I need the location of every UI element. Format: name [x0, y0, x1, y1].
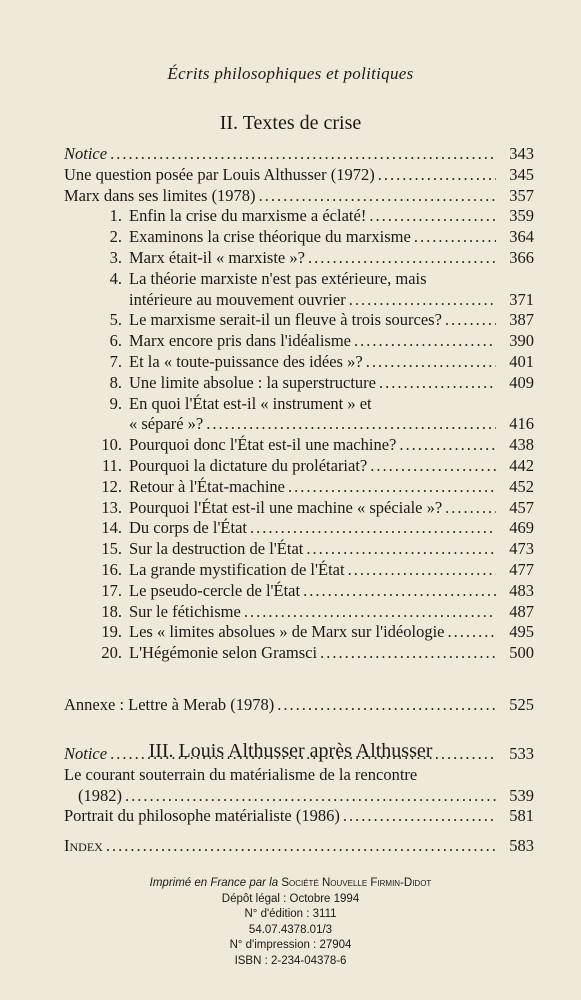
entry-title-line1: La théorie marxiste n'est pas extérieure, mais	[129, 268, 427, 288]
toc-entry[interactable]	[64, 643, 534, 664]
running-head: Écrits philosophiques et politiques	[167, 64, 414, 83]
toc-entry-line1	[64, 765, 534, 786]
toc-entry[interactable]	[64, 456, 534, 477]
toc-entry[interactable]	[64, 414, 534, 435]
dot-leader	[442, 310, 496, 331]
toc-entry[interactable]	[64, 498, 534, 519]
toc-entry[interactable]	[64, 744, 534, 765]
toc-entry[interactable]	[64, 310, 534, 331]
page-number: 343	[509, 144, 534, 163]
entry-title: Notice	[64, 144, 108, 163]
dot-leader	[346, 290, 496, 311]
colophon	[0, 876, 581, 970]
entry-title: (1982)	[78, 785, 122, 805]
entry-title: intérieure au mouvement ouvrier	[129, 289, 346, 309]
chapter-number: 12.	[101, 476, 122, 496]
chapter-number: 15.	[101, 539, 122, 559]
dot-leader	[375, 165, 496, 186]
chapter-number: 14.	[101, 518, 122, 538]
chapter-number: 10.	[101, 435, 122, 455]
chapter-number: 19.	[101, 622, 122, 642]
page-number: 371	[509, 289, 534, 309]
entry-title: Marx était-il « marxiste »?	[129, 247, 305, 267]
page-number: 581	[509, 806, 534, 826]
entry-title: Notice	[64, 744, 108, 763]
toc-entry[interactable]	[64, 602, 534, 623]
chapter-number: 5.	[109, 310, 122, 330]
page-number: 483	[509, 580, 534, 600]
dot-leader	[203, 414, 496, 435]
colophon-edition-number: N° d'édition : 3111	[244, 908, 337, 921]
entry-title: Et la « toute-puissance des idées »?	[129, 351, 363, 371]
part-title-3: III. Louis Althusser après Althusser	[148, 740, 433, 762]
entry-title: Une question posée par Louis Althusser (1972)	[64, 164, 375, 184]
entry-title: La grande mystification de l'État	[129, 559, 345, 579]
colophon-print-number: N° d'impression : 27904	[229, 939, 352, 952]
table-of-contents-part-3	[64, 744, 534, 827]
toc-entry[interactable]	[64, 581, 534, 602]
dot-leader	[103, 836, 496, 857]
page-number: 525	[509, 695, 534, 714]
dot-leader	[303, 539, 496, 560]
dot-leader	[367, 456, 496, 477]
dot-leader	[442, 498, 496, 519]
page-number: 495	[509, 622, 534, 642]
dot-leader	[396, 435, 496, 456]
part-title-2: II. Textes de crise	[219, 112, 362, 134]
entry-title: Marx dans ses limites (1978)	[64, 185, 256, 205]
dot-leader	[345, 560, 496, 581]
page-number: 409	[509, 372, 534, 392]
page-number: 357	[509, 185, 534, 205]
dot-leader	[305, 248, 496, 269]
page-number: 438	[509, 435, 534, 455]
entry-title: Le pseudo-cercle de l'État	[129, 580, 301, 600]
toc-entry-index[interactable]	[64, 836, 534, 857]
page-number: 452	[509, 476, 534, 496]
toc-entry[interactable]	[64, 227, 534, 248]
toc-entry[interactable]	[64, 435, 534, 456]
page-number: 469	[509, 518, 534, 538]
chapter-number: 13.	[101, 497, 122, 517]
chapter-number: 8.	[109, 372, 122, 392]
page-number: 401	[509, 351, 534, 371]
dot-leader	[376, 373, 496, 394]
page-number: 477	[509, 559, 534, 579]
chapter-number: 1.	[109, 206, 122, 226]
chapter-number: 2.	[109, 227, 122, 247]
entry-title: Pourquoi donc l'État est-il une machine?	[129, 435, 397, 455]
page-number: 387	[509, 310, 534, 330]
chapter-number: 17.	[101, 580, 122, 600]
entry-title: Du corps de l'État	[129, 518, 247, 538]
toc-entry-line1	[64, 269, 534, 290]
entry-title: Retour à l'État-machine	[129, 476, 285, 496]
chapter-number: 4.	[109, 268, 122, 288]
toc-entry[interactable]	[64, 352, 534, 373]
page-number: 457	[509, 497, 534, 517]
colophon-isbn: ISBN : 2-234-04378-6	[234, 954, 347, 967]
dot-leader	[247, 518, 496, 539]
dot-leader	[285, 477, 496, 498]
dot-leader	[363, 352, 496, 373]
dot-leader	[107, 144, 496, 165]
dot-leader	[445, 622, 497, 643]
dot-leader	[274, 695, 496, 716]
toc-entry[interactable]	[64, 518, 534, 539]
page-number: 473	[509, 539, 534, 559]
page-number: 416	[509, 414, 534, 434]
toc-entry[interactable]	[64, 144, 534, 165]
chapter-number: 3.	[109, 247, 122, 267]
toc-entry[interactable]	[64, 477, 534, 498]
toc-entry[interactable]	[64, 806, 534, 827]
dot-leader	[340, 806, 496, 827]
colophon-printer-line	[0, 876, 581, 892]
dot-leader	[300, 581, 496, 602]
toc-entry[interactable]	[64, 186, 534, 207]
toc-entry-line1	[64, 394, 534, 415]
chapter-number: 6.	[109, 331, 122, 351]
entry-title: Une limite absolue : la superstructure	[129, 372, 376, 392]
toc-entry[interactable]	[64, 165, 534, 186]
entry-title: Pourquoi la dictature du prolétariat?	[129, 455, 368, 475]
dot-leader	[411, 227, 496, 248]
entry-title: Le marxisme serait-il un fleuve à trois sources?	[129, 310, 442, 330]
page-number: 345	[509, 164, 534, 184]
entry-title: L'Hégémonie selon Gramsci	[129, 643, 318, 663]
entry-title: Annexe : Lettre à Merab (1978)	[64, 695, 275, 714]
page-number: 533	[509, 744, 534, 763]
entry-title: Pourquoi l'État est-il une machine « spéciale »?	[129, 497, 443, 517]
colophon-printed-in: Imprimé en France par la	[149, 877, 279, 889]
toc-entry[interactable]	[64, 290, 534, 311]
annex-entry-wrap	[64, 695, 534, 716]
dot-leader	[122, 786, 496, 807]
entry-title: « séparé »?	[129, 414, 204, 434]
entry-title: Sur la destruction de l'État	[129, 539, 304, 559]
chapter-number: 9.	[109, 393, 122, 413]
dot-leader	[351, 331, 496, 352]
index-entry-wrap	[64, 836, 534, 857]
entry-title: Portrait du philosophe matérialiste (1986)	[64, 806, 340, 826]
entry-title: Les « limites absolues » de Marx sur l'idéologie	[129, 622, 445, 642]
entry-title-line1: En quoi l'État est-il « instrument » et	[129, 393, 372, 413]
page-number: 359	[509, 206, 534, 226]
page-number: 487	[509, 601, 534, 621]
page-number: 539	[509, 785, 534, 805]
page-number: 390	[509, 331, 534, 351]
toc-entry-annex[interactable]	[64, 695, 534, 716]
toc-entry[interactable]	[64, 248, 534, 269]
table-of-contents-part-2	[64, 144, 534, 664]
entry-title: Enfin la crise du marxisme a éclaté!	[129, 206, 367, 226]
chapter-number: 20.	[101, 643, 122, 663]
page-number: 583	[509, 836, 534, 855]
chapter-number: 16.	[101, 559, 122, 579]
toc-entry[interactable]	[64, 373, 534, 394]
dot-leader	[107, 744, 496, 765]
toc-entry[interactable]	[64, 331, 534, 352]
entry-title-line1: Le courant souterrain du matérialisme de la rencontre	[64, 764, 418, 784]
toc-entry[interactable]	[64, 786, 534, 807]
chapter-number: 18.	[101, 601, 122, 621]
page-number: 364	[509, 227, 534, 247]
toc-entry[interactable]	[64, 560, 534, 581]
entry-title: Examinons la crise théorique du marxisme	[129, 227, 411, 247]
dot-leader	[366, 206, 496, 227]
entry-title: Marx encore pris dans l'idéalisme	[129, 331, 351, 351]
chapter-number: 7.	[109, 351, 122, 371]
page-number: 500	[509, 643, 534, 663]
dot-leader	[256, 186, 496, 207]
entry-title: Index	[64, 836, 103, 855]
colophon-legal-deposit: Dépôt légal : Octobre 1994	[221, 892, 360, 905]
toc-entry[interactable]	[64, 206, 534, 227]
page-number: 366	[509, 247, 534, 267]
toc-entry[interactable]	[64, 622, 534, 643]
entry-title: Sur le fétichisme	[129, 601, 241, 621]
page-number: 442	[509, 455, 534, 475]
dot-leader	[241, 602, 496, 623]
chapter-number: 11.	[101, 455, 122, 475]
toc-entry[interactable]	[64, 539, 534, 560]
colophon-code: 54.07.4378.01/3	[248, 923, 333, 936]
colophon-printer: Société Nouvelle Firmin-Didot	[281, 877, 432, 889]
dot-leader	[317, 643, 496, 664]
